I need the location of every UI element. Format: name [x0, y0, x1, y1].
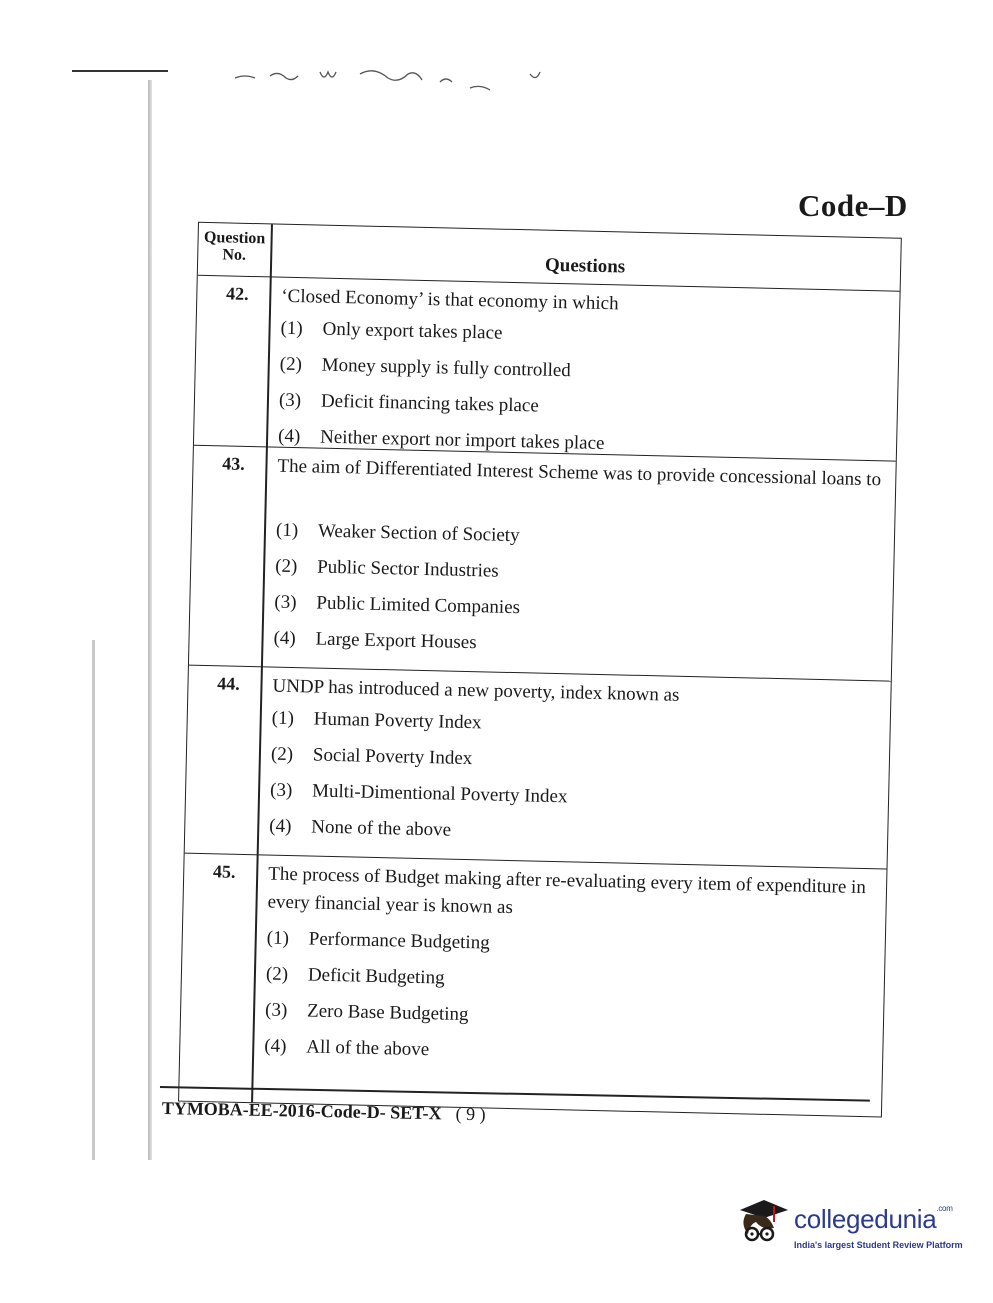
top-rule — [72, 70, 168, 72]
list-item: (3) Deficit financing takes place — [278, 389, 540, 417]
question-number: 43. — [222, 453, 245, 474]
option-list — [264, 921, 873, 1079]
option-list — [278, 311, 887, 469]
list-item: (4) Neither export nor import takes place — [277, 425, 605, 455]
list-item: (3) Multi-Dimentional Poverty Index — [269, 779, 568, 808]
table-row — [179, 853, 886, 1117]
question-number: 42. — [225, 283, 249, 304]
question-text: ‘Closed Economy’ is that economy in which — [281, 285, 619, 315]
option-list — [269, 701, 878, 859]
list-item: (4) None of the above — [269, 815, 452, 841]
collegedunia-logo — [734, 1196, 964, 1260]
scan-edge-shadow — [148, 80, 152, 1160]
logo-tagline: India's largest Student Review Platform — [794, 1240, 963, 1250]
question-number: 45. — [212, 861, 236, 882]
header-questions: Questions — [544, 254, 626, 278]
question-text: The process of Budget making after re-evaluating every item of expenditure in every financial year is known as — [267, 863, 867, 919]
list-item: (4) All of the above — [264, 1035, 430, 1061]
list-item: (2) Social Poverty Index — [270, 743, 473, 770]
question-text: UNDP has introduced a new poverty, index known as — [272, 675, 680, 706]
page-number: ( 9 ) — [455, 1103, 486, 1125]
table-row — [185, 665, 891, 870]
table-row — [194, 275, 900, 462]
mascot-icon — [734, 1196, 790, 1252]
question-number: 44. — [217, 673, 241, 694]
list-item: (1) Only export takes place — [280, 317, 503, 344]
option-list — [273, 513, 882, 671]
list-item: (1) Weaker Section of Society — [275, 519, 520, 547]
table-row — [189, 445, 896, 682]
list-item: (1) Human Poverty Index — [271, 707, 482, 734]
list-item: (3) Public Limited Companies — [274, 591, 521, 619]
scan-edge-shadow — [92, 640, 95, 1160]
list-item: (1) Performance Budgeting — [266, 927, 490, 954]
handwritten-scribble — [230, 58, 590, 98]
question-sheet — [178, 222, 902, 1118]
list-item: (2) Public Sector Industries — [274, 555, 499, 582]
code-title: Code–D — [798, 188, 908, 223]
question-table — [178, 222, 902, 1118]
header-question-no: Question No. — [203, 228, 266, 264]
list-item: (2) Money supply is fully controlled — [279, 353, 572, 382]
logo-wordmark: collegedunia$^{.com}$ — [794, 1204, 953, 1234]
question-text: The aim of Differentiated Interest Scheme was to provide concessional loans to — [277, 455, 882, 491]
list-item: (3) Zero Base Budgeting — [264, 999, 469, 1026]
exam-code: TYMOBA-EE-2016-Code-D- SET-X — [161, 1098, 442, 1124]
list-item: (4) Large Export Houses — [273, 627, 477, 654]
list-item: (2) Deficit Budgeting — [265, 963, 445, 989]
